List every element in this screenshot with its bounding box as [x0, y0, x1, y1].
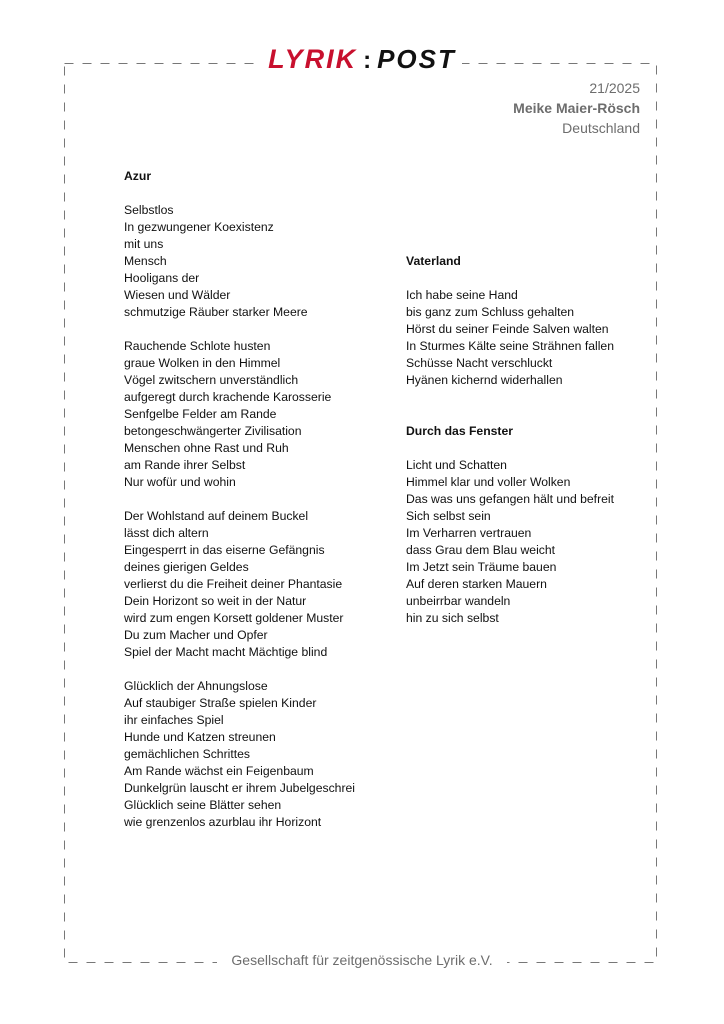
poem-line: Selbstlos: [124, 203, 174, 217]
poem-line: Schüsse Nacht verschluckt: [406, 356, 553, 370]
poem-line: ihr einfaches Spiel: [124, 713, 224, 727]
stanza: [124, 338, 384, 491]
poem-line: graue Wolken in den Himmel: [124, 356, 281, 370]
poem-line: Am Rande wächst ein Feigenbaum: [124, 764, 314, 778]
poem-line: Sich selbst sein: [406, 509, 491, 523]
poem-line: Spiel der Macht macht Mächtige blind: [124, 645, 328, 659]
poem-line: Glücklich der Ahnungslose: [124, 679, 268, 693]
poem-line: Ich habe seine Hand: [406, 288, 518, 302]
poem-line: Nur wofür und wohin: [124, 475, 236, 489]
logo-separator: :: [363, 47, 372, 74]
poem-line: gemächlichen Schrittes: [124, 747, 250, 761]
author-country: Deutschland: [562, 120, 640, 136]
footer: [0, 952, 724, 970]
poem-line: Eingesperrt in das eiserne Gefängnis: [124, 543, 325, 557]
poem-line: Wiesen und Wälder: [124, 288, 231, 302]
poem-line: Menschen ohne Rast und Ruh: [124, 441, 289, 455]
poem-line: wird zum engen Korsett goldener Muster: [124, 611, 344, 625]
poem-line: Rauchende Schlote husten: [124, 339, 271, 353]
poem-line: Du zum Macher und Opfer: [124, 628, 268, 642]
logo-post: POST: [377, 44, 456, 74]
poem-line: Mensch: [124, 254, 167, 268]
poem-line: In Sturmes Kälte seine Strähnen fallen: [406, 339, 614, 353]
poem-line: Im Jetzt sein Träume bauen: [406, 560, 557, 574]
poem-line: lässt dich altern: [124, 526, 209, 540]
poem-title: Durch das Fenster: [406, 424, 514, 438]
poem-line: Auf staubiger Straße spielen Kinder: [124, 696, 317, 710]
poem-title: Azur: [124, 169, 152, 183]
author-name: Meike Maier-Rösch: [513, 100, 640, 116]
poem-line: Hyänen kichernd widerhallen: [406, 373, 563, 387]
poem-line: betongeschwängerter Zivilisation: [124, 424, 302, 438]
poem-line: Auf deren starken Mauern: [406, 577, 547, 591]
poem-line: mit uns: [124, 237, 164, 251]
poem-line: verlierst du die Freiheit deiner Phantasie: [124, 577, 343, 591]
poem-azur: [124, 168, 384, 831]
poem-line: Himmel klar und voller Wolken: [406, 475, 571, 489]
poem-title: Vaterland: [406, 254, 461, 268]
poem-line: deines gierigen Geldes: [124, 560, 249, 574]
poems-right-column: [406, 253, 666, 627]
poem-line: Senfgelbe Felder am Rande: [124, 407, 277, 421]
poem-durch-das-fenster: [406, 423, 666, 627]
poem-line: Vögel zwitschern unverständlich: [124, 373, 299, 387]
poem-vaterland: [406, 253, 666, 389]
issue-meta: [513, 78, 640, 138]
poem-line: Hörst du seiner Feinde Salven walten: [406, 322, 609, 336]
poem-line: Der Wohlstand auf deinem Buckel: [124, 509, 309, 523]
poem-line: Dunkelgrün lauscht er ihrem Jubelgeschrei: [124, 781, 356, 795]
poem-line: In gezwungener Koexistenz: [124, 220, 274, 234]
poem-line: unbeirrbar wandeln: [406, 594, 511, 608]
poem-line: bis ganz zum Schluss gehalten: [406, 305, 575, 319]
poem-line: wie grenzenlos azurblau ihr Horizont: [124, 815, 322, 829]
poem-line: schmutzige Räuber starker Meere: [124, 305, 308, 319]
lyrik-post-logo: [262, 44, 462, 80]
poem-line: Dein Horizont so weit in der Natur: [124, 594, 307, 608]
poem-line: dass Grau dem Blau weicht: [406, 543, 556, 557]
stanza: [124, 678, 384, 831]
poem-line: hin zu sich selbst: [406, 611, 499, 625]
stanza: [124, 508, 384, 661]
poem-line: Hunde und Katzen streunen: [124, 730, 276, 744]
footer-society-name: Gesellschaft für zeitgenössische Lyrik e.V.: [217, 952, 506, 968]
logo-lyrik: LYRIK: [268, 44, 358, 74]
poem-line: Glücklich seine Blätter sehen: [124, 798, 282, 812]
poem-line: Hooligans der: [124, 271, 200, 285]
poem-line: Das was uns gefangen hält und befreit: [406, 492, 615, 506]
poem-line: am Rande ihrer Selbst: [124, 458, 246, 472]
poem-line: aufgeregt durch krachende Karosserie: [124, 390, 332, 404]
poem-line: Im Verharren vertrauen: [406, 526, 532, 540]
issue-number: 21/2025: [589, 80, 640, 96]
poem-line: Licht und Schatten: [406, 458, 507, 472]
stanza: [124, 202, 384, 321]
